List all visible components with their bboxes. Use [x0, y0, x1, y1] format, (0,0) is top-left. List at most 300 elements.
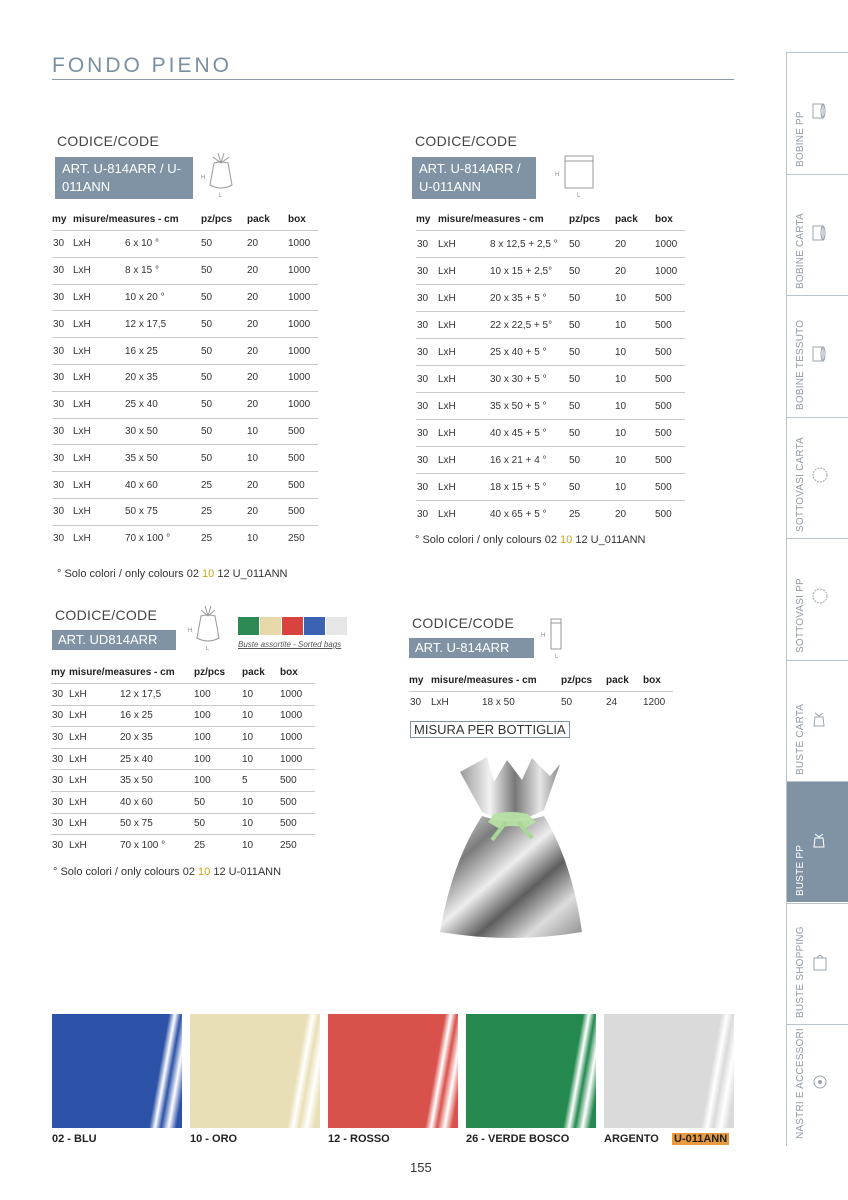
table-row [52, 284, 318, 311]
cell-pcs: 25 [569, 501, 615, 528]
svg-text:L: L [555, 654, 559, 660]
cell-dim-type: LxH [73, 257, 125, 284]
cell-my: 30 [51, 705, 69, 727]
cell-my: 30 [52, 284, 73, 311]
shopping-bag-icon [811, 952, 827, 977]
col-my: my [416, 214, 431, 225]
cell-dim-type: LxH [69, 748, 120, 770]
cell-pack: 10 [615, 339, 655, 366]
cell-pack: 10 [615, 393, 655, 420]
article-code-box: ART. U-814ARR / U-011ANN [412, 157, 536, 199]
table-row [416, 312, 685, 339]
cell-box: 500 [655, 393, 685, 420]
cell-my: 30 [409, 692, 431, 714]
sidebar-tab-sottovasi-carta[interactable] [787, 417, 848, 538]
col-box: box [643, 675, 661, 686]
cell-dim-type: LxH [69, 727, 120, 749]
sidebar-tab-label: BOBINE PP [795, 111, 806, 167]
cell-my: 30 [52, 498, 73, 525]
cell-dim-type: LxH [73, 284, 125, 311]
cell-box: 1000 [288, 364, 318, 391]
cell-measure: 35 x 50 [125, 445, 201, 472]
cell-pcs: 25 [194, 835, 242, 857]
col-my: my [409, 675, 424, 686]
cell-my: 30 [52, 311, 73, 338]
table-row [52, 525, 318, 552]
colour-note-1: ° Solo colori / only colours 02 10 12 U_011ANN [57, 568, 288, 580]
bag-icon [811, 709, 827, 734]
cell-measure: 30 x 50 [125, 418, 201, 445]
cell-my: 30 [416, 474, 438, 501]
cell-measure: 35 x 50 [120, 770, 194, 792]
cell-box: 500 [655, 501, 685, 528]
cell-pcs: 50 [569, 393, 615, 420]
cell-box: 500 [655, 312, 685, 339]
cell-pcs: 50 [201, 418, 247, 445]
sorted-colour-swatches [238, 617, 347, 635]
sorted-swatch [260, 617, 281, 635]
bottle-bag-diagram-icon [538, 613, 568, 661]
table-row [416, 285, 685, 312]
col-pcs: pz/pcs [561, 675, 593, 686]
sidebar-tab-label: BUSTE SHOPPING [795, 925, 806, 1018]
table-row [416, 474, 685, 501]
cell-box: 1000 [280, 705, 315, 727]
cell-my: 30 [51, 813, 69, 835]
cell-pcs: 50 [569, 285, 615, 312]
cell-my: 30 [52, 391, 73, 418]
colour-label: 02 - BLU [52, 1133, 97, 1145]
cell-measure: 16 x 21 + 4 ° [490, 447, 569, 474]
cell-box: 500 [288, 472, 318, 499]
table-row [51, 727, 315, 749]
cell-dim-type: LxH [73, 445, 125, 472]
cell-pack: 10 [615, 447, 655, 474]
cell-pack: 20 [247, 231, 288, 258]
col-pack: pack [242, 667, 265, 678]
cell-box: 1000 [655, 258, 685, 285]
col-box: box [655, 214, 673, 225]
cell-dim-type: LxH [438, 420, 490, 447]
size-table-2 [416, 214, 685, 528]
cell-my: 30 [416, 501, 438, 528]
cell-measure: 12 x 17,5 [120, 684, 194, 706]
sidebar-tab-bobine-carta[interactable] [787, 174, 848, 295]
cell-dim-type: LxH [73, 418, 125, 445]
cell-my: 30 [51, 835, 69, 857]
cell-dim-type: LxH [438, 339, 490, 366]
cell-dim-type: LxH [431, 692, 482, 714]
cell-measure: 8 x 15 ° [125, 257, 201, 284]
cell-dim-type: LxH [73, 231, 125, 258]
sidebar-tab-label: BUSTE CARTA [795, 703, 806, 775]
cell-pack: 10 [247, 418, 288, 445]
col-my: my [52, 214, 67, 225]
cell-box: 500 [280, 813, 315, 835]
cell-box: 500 [655, 366, 685, 393]
cell-pack: 20 [247, 311, 288, 338]
cell-dim-type: LxH [73, 498, 125, 525]
roll-icon [811, 344, 827, 369]
cell-dim-type: LxH [438, 393, 490, 420]
cell-my: 30 [416, 231, 438, 258]
cell-measure: 10 x 20 ° [125, 284, 201, 311]
table-row [52, 257, 318, 284]
cell-my: 30 [51, 770, 69, 792]
cell-box: 1000 [288, 231, 318, 258]
cell-box: 1000 [280, 684, 315, 706]
cell-box: 1000 [288, 257, 318, 284]
ribbon-icon [811, 1073, 827, 1096]
cell-box: 1200 [643, 692, 673, 714]
roll-icon [811, 223, 827, 248]
cell-box: 500 [288, 418, 318, 445]
cell-pack: 20 [247, 284, 288, 311]
table-row [416, 393, 685, 420]
cell-dim-type: LxH [73, 364, 125, 391]
table-row [416, 231, 685, 258]
cell-pack: 20 [247, 498, 288, 525]
cell-box: 1000 [288, 338, 318, 365]
cell-dim-type: LxH [438, 285, 490, 312]
cell-pack: 20 [247, 391, 288, 418]
cell-pcs: 100 [194, 684, 242, 706]
codice-label: CODICE/CODE [415, 133, 518, 149]
cell-measure: 30 x 30 + 5 ° [490, 366, 569, 393]
cell-dim-type: LxH [438, 231, 490, 258]
cell-my: 30 [416, 447, 438, 474]
cell-my: 30 [416, 258, 438, 285]
table-row [51, 770, 315, 792]
table-row [409, 692, 673, 714]
cell-pcs: 50 [569, 420, 615, 447]
cell-box: 1000 [288, 391, 318, 418]
table-row [416, 420, 685, 447]
cell-dim-type: LxH [69, 684, 120, 706]
table-row [52, 472, 318, 499]
sidebar-tab-label: BOBINE TESSUTO [795, 319, 806, 410]
cell-box: 1000 [288, 284, 318, 311]
table-row [416, 339, 685, 366]
cell-my: 30 [416, 339, 438, 366]
cell-measure: 16 x 25 [125, 338, 201, 365]
bag-icon [811, 830, 827, 855]
cell-box: 500 [655, 285, 685, 312]
cell-measure: 40 x 45 + 5 ° [490, 420, 569, 447]
cell-pcs: 25 [201, 472, 247, 499]
cell-pcs: 50 [194, 813, 242, 835]
cell-pcs: 50 [201, 391, 247, 418]
svg-text:H: H [201, 175, 206, 181]
colour-note-3: ° Solo colori / only colours 02 10 12 U-011ANN [53, 866, 282, 878]
table-row [52, 338, 318, 365]
colour-label: 26 - VERDE BOSCO [466, 1133, 570, 1145]
cell-pcs: 50 [569, 339, 615, 366]
sidebar-tab-label: SOTTOVASI PP [795, 578, 806, 653]
cell-pcs: 50 [569, 258, 615, 285]
table-row [52, 231, 318, 258]
cell-dim-type: LxH [69, 705, 120, 727]
table-row [52, 445, 318, 472]
cell-pack: 10 [615, 474, 655, 501]
cell-dim-type: LxH [69, 770, 120, 792]
table-row [52, 418, 318, 445]
cell-my: 30 [52, 418, 73, 445]
cell-my: 30 [416, 393, 438, 420]
cell-dim-type: LxH [438, 258, 490, 285]
cell-measure: 40 x 60 [120, 791, 194, 813]
cell-dim-type: LxH [438, 447, 490, 474]
cell-box: 500 [655, 420, 685, 447]
cell-box: 1000 [288, 311, 318, 338]
cell-measure: 8 x 12,5 + 2,5 ° [490, 231, 569, 258]
cell-measure: 16 x 25 [120, 705, 194, 727]
cell-my: 30 [416, 420, 438, 447]
table-row [51, 684, 315, 706]
table-row [52, 498, 318, 525]
page-title: FONDO PIENO [52, 54, 233, 77]
codice-label: CODICE/CODE [57, 133, 160, 149]
cell-my: 30 [416, 312, 438, 339]
cell-my: 30 [52, 472, 73, 499]
sorted-swatch [304, 617, 325, 635]
silver-gift-bag-photo [432, 752, 592, 942]
cell-pcs: 50 [569, 474, 615, 501]
col-my: my [51, 667, 66, 678]
cell-pcs: 50 [201, 284, 247, 311]
cell-box: 500 [288, 445, 318, 472]
cell-pcs: 50 [201, 231, 247, 258]
cell-pack: 10 [247, 445, 288, 472]
cell-pack: 20 [247, 364, 288, 391]
cell-measure: 25 x 40 [120, 748, 194, 770]
cell-measure: 20 x 35 [120, 727, 194, 749]
cell-box: 500 [280, 791, 315, 813]
svg-text:H: H [541, 633, 546, 639]
article-code-box: ART. UD814ARR [52, 630, 176, 650]
cell-box: 500 [655, 474, 685, 501]
cell-pack: 10 [242, 748, 280, 770]
cell-pack: 20 [615, 501, 655, 528]
cell-pack: 10 [615, 312, 655, 339]
colour-swatch [466, 1014, 596, 1128]
cell-measure: 25 x 40 [125, 391, 201, 418]
colour-note-2: ° Solo colori / only colours 02 10 12 U_011ANN [415, 534, 646, 546]
cell-box: 250 [280, 835, 315, 857]
sorted-bags-label: Buste assortite - Sorted bags [238, 640, 342, 649]
cell-measure: 50 x 75 [120, 813, 194, 835]
col-measures: misure/measures - cm [73, 214, 179, 225]
cell-box: 1000 [280, 727, 315, 749]
colour-swatch [604, 1014, 734, 1128]
cell-pack: 10 [242, 791, 280, 813]
cell-pack: 10 [615, 420, 655, 447]
cell-my: 30 [51, 684, 69, 706]
cell-my: 30 [52, 364, 73, 391]
cell-my: 30 [51, 791, 69, 813]
table-row [51, 791, 315, 813]
cell-pcs: 50 [201, 257, 247, 284]
table-row [52, 364, 318, 391]
table-row [416, 447, 685, 474]
cell-dim-type: LxH [73, 311, 125, 338]
cell-dim-type: LxH [69, 835, 120, 857]
cell-pack: 24 [606, 692, 643, 714]
cell-my: 30 [51, 748, 69, 770]
bottle-size-label: MISURA PER BOTTIGLIA [410, 721, 570, 738]
col-pcs: pz/pcs [201, 214, 233, 225]
cell-pcs: 25 [201, 498, 247, 525]
cell-pack: 10 [242, 835, 280, 857]
section-2-header [415, 133, 517, 149]
cell-measure: 40 x 65 + 5 ° [490, 501, 569, 528]
cell-pcs: 100 [194, 705, 242, 727]
cell-box: 500 [655, 447, 685, 474]
cell-pcs: 100 [194, 748, 242, 770]
sidebar-tab-nastri-e-accessori[interactable] [787, 1024, 848, 1145]
cell-box: 1000 [280, 748, 315, 770]
cell-pcs: 50 [201, 445, 247, 472]
col-measures: misure/measures - cm [431, 675, 537, 686]
roll-icon [811, 101, 827, 126]
cell-pcs: 100 [194, 727, 242, 749]
table-row [51, 705, 315, 727]
cell-dim-type: LxH [438, 366, 490, 393]
sidebar-tab-label: NASTRI E ACCESSORI [795, 1028, 806, 1139]
section-4-header [412, 615, 514, 631]
section-1-header [57, 133, 159, 149]
cell-box: 250 [288, 525, 318, 552]
cell-pack: 10 [242, 727, 280, 749]
cell-measure: 40 x 60 [125, 472, 201, 499]
cell-measure: 50 x 75 [125, 498, 201, 525]
size-table-1 [52, 214, 318, 552]
cell-pack: 5 [242, 770, 280, 792]
sorted-swatch [326, 617, 347, 635]
col-measures: misure/measures - cm [438, 214, 544, 225]
table-row [51, 835, 315, 857]
gift-bag-diagram-icon [198, 147, 244, 199]
cell-measure: 12 x 17,5 [125, 311, 201, 338]
col-pack: pack [615, 214, 638, 225]
sidebar-tab-buste-pp[interactable] [787, 781, 848, 902]
sidebar-tab-buste-shopping[interactable] [787, 903, 848, 1024]
svg-text:L: L [219, 193, 223, 199]
cell-measure: 20 x 35 + 5 ° [490, 285, 569, 312]
cell-pcs: 25 [201, 525, 247, 552]
category-sidebar [786, 52, 848, 1146]
colour-code-tag: U-011ANN [674, 1133, 728, 1145]
cell-dim-type: LxH [438, 501, 490, 528]
cell-pcs: 50 [561, 692, 606, 714]
sidebar-tab-bobine-pp[interactable] [787, 52, 848, 173]
cell-box: 500 [280, 770, 315, 792]
cell-dim-type: LxH [73, 472, 125, 499]
cell-my: 30 [52, 257, 73, 284]
colour-label: 10 - ORO [190, 1133, 238, 1145]
cell-box: 500 [288, 498, 318, 525]
cell-pack: 10 [247, 525, 288, 552]
cell-measure: 10 x 15 + 2,5° [490, 258, 569, 285]
cell-my: 30 [52, 231, 73, 258]
cell-measure: 70 x 100 ° [125, 525, 201, 552]
cell-pcs: 50 [569, 447, 615, 474]
cell-dim-type: LxH [438, 474, 490, 501]
cell-dim-type: LxH [73, 391, 125, 418]
sidebar-tab-buste-carta[interactable] [787, 660, 848, 781]
cell-dim-type: LxH [73, 525, 125, 552]
cell-my: 30 [52, 338, 73, 365]
cell-pack: 10 [615, 366, 655, 393]
table-row [52, 311, 318, 338]
table-row [51, 748, 315, 770]
col-pcs: pz/pcs [194, 667, 226, 678]
size-table-3 [51, 667, 315, 856]
cell-box: 1000 [655, 231, 685, 258]
col-pack: pack [606, 675, 629, 686]
cell-measure: 18 x 50 [482, 692, 561, 714]
sidebar-tab-bobine-tessuto[interactable] [787, 295, 848, 416]
cell-pcs: 50 [201, 338, 247, 365]
cell-my: 30 [51, 727, 69, 749]
sorted-swatch [282, 617, 303, 635]
cell-measure: 35 x 50 + 5 ° [490, 393, 569, 420]
col-pcs: pz/pcs [569, 214, 601, 225]
size-table-4 [409, 675, 673, 714]
cell-pack: 10 [242, 684, 280, 706]
doily-icon [811, 587, 827, 610]
table-row [52, 391, 318, 418]
cell-measure: 25 x 40 + 5 ° [490, 339, 569, 366]
flat-bag-diagram-icon [552, 152, 600, 200]
doily-icon [811, 466, 827, 489]
cell-pcs: 50 [201, 364, 247, 391]
table-row [416, 501, 685, 528]
colour-swatch [52, 1014, 182, 1128]
svg-text:H: H [555, 172, 560, 178]
cell-dim-type: LxH [69, 791, 120, 813]
table-row [416, 258, 685, 285]
gift-bag-diagram-icon [186, 600, 230, 652]
page-number: 155 [410, 1160, 432, 1175]
sorted-swatch [238, 617, 259, 635]
section-3-header [55, 607, 157, 623]
sidebar-tab-label: BOBINE CARTA [795, 212, 806, 289]
article-code-box: ART. U-814ARR / U-011ANN [55, 157, 193, 199]
svg-text:L: L [577, 193, 581, 199]
col-box: box [288, 214, 306, 225]
cell-my: 30 [416, 285, 438, 312]
sidebar-tab-sottovasi-pp[interactable] [787, 538, 848, 659]
colour-label: 12 - ROSSO [328, 1133, 390, 1145]
colour-swatch [328, 1014, 458, 1128]
cell-pcs: 100 [194, 770, 242, 792]
cell-measure: 18 x 15 + 5 ° [490, 474, 569, 501]
colour-label: ARGENTO [604, 1133, 659, 1145]
cell-pack: 10 [242, 813, 280, 835]
cell-dim-type: LxH [69, 813, 120, 835]
cell-pack: 20 [247, 338, 288, 365]
svg-text:L: L [206, 646, 210, 652]
col-measures: misure/measures - cm [69, 667, 175, 678]
cell-pack: 20 [247, 257, 288, 284]
cell-measure: 20 x 35 [125, 364, 201, 391]
cell-pack: 10 [242, 705, 280, 727]
cell-pack: 20 [615, 258, 655, 285]
cell-pcs: 50 [201, 311, 247, 338]
cell-my: 30 [416, 366, 438, 393]
sidebar-tab-label: BUSTE PP [795, 844, 806, 896]
